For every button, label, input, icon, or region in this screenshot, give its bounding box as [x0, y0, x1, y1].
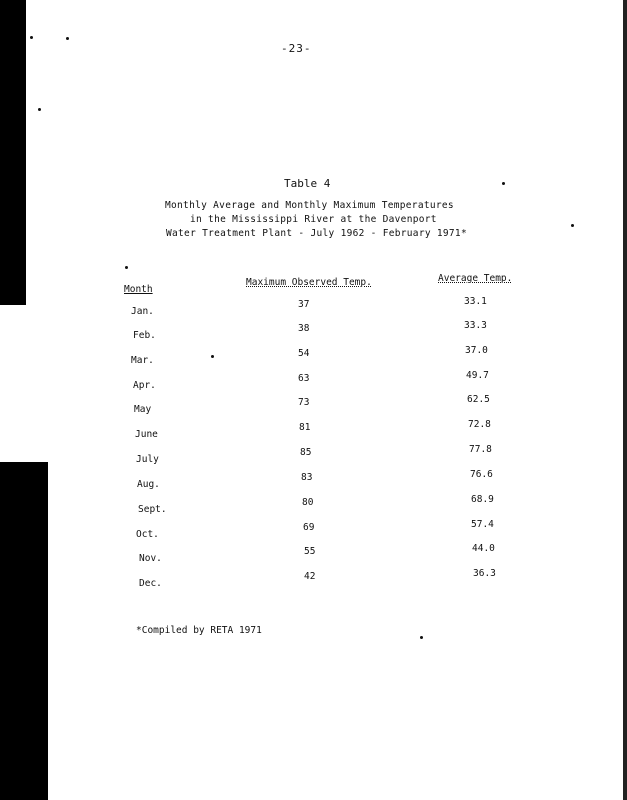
- avg-temp-cell: 36.3: [473, 568, 496, 579]
- avg-temp-cell: 49.7: [466, 370, 489, 381]
- scan-border-right: [623, 0, 627, 800]
- table-title-line: Monthly Average and Monthly Maximum Temperatures: [165, 200, 454, 211]
- scan-speck: [66, 37, 69, 40]
- month-cell: July: [136, 454, 159, 465]
- scan-speck: [211, 355, 214, 358]
- column-header-month: Month: [124, 284, 153, 295]
- month-cell: Dec.: [139, 578, 162, 589]
- scan-speck: [38, 108, 41, 111]
- column-header-max-temp: Maximum Observed Temp.: [246, 277, 372, 288]
- max-temp-cell: 85: [300, 447, 312, 458]
- month-cell: Oct.: [136, 529, 159, 540]
- table-title-line: Water Treatment Plant - July 1962 - February 1971*: [166, 228, 467, 239]
- avg-temp-cell: 62.5: [467, 394, 490, 405]
- max-temp-cell: 73: [298, 397, 310, 408]
- avg-temp-cell: 33.1: [464, 296, 487, 307]
- avg-temp-cell: 77.8: [469, 444, 492, 455]
- max-temp-cell: 83: [301, 472, 313, 483]
- max-temp-cell: 55: [304, 546, 316, 557]
- table-label: Table 4: [284, 177, 331, 190]
- month-cell: Jan.: [131, 306, 154, 317]
- month-cell: Aug.: [137, 479, 160, 490]
- max-temp-cell: 69: [303, 522, 315, 533]
- scan-speck: [571, 224, 574, 227]
- max-temp-cell: 81: [299, 422, 311, 433]
- max-temp-cell: 54: [298, 348, 310, 359]
- avg-temp-cell: 76.6: [470, 469, 493, 480]
- avg-temp-cell: 33.3: [464, 320, 487, 331]
- scan-border-bottom-left: [0, 462, 48, 800]
- month-cell: June: [135, 429, 158, 440]
- avg-temp-cell: 44.0: [472, 543, 495, 554]
- max-temp-cell: 38: [298, 323, 310, 334]
- avg-temp-cell: 72.8: [468, 419, 491, 430]
- max-temp-cell: 63: [298, 373, 310, 384]
- avg-temp-cell: 37.0: [465, 345, 488, 356]
- month-cell: Apr.: [133, 380, 156, 391]
- footnote: *Compiled by RETA 1971: [136, 625, 262, 636]
- max-temp-cell: 37: [298, 299, 310, 310]
- avg-temp-cell: 68.9: [471, 494, 494, 505]
- month-cell: Mar.: [131, 355, 154, 366]
- avg-temp-cell: 57.4: [471, 519, 494, 530]
- column-header-avg-temp: Average Temp.: [438, 273, 513, 284]
- scan-speck: [502, 182, 505, 185]
- month-cell: Nov.: [139, 553, 162, 564]
- scan-speck: [420, 636, 423, 639]
- table-title-line: in the Mississippi River at the Davenport: [190, 214, 437, 225]
- month-cell: Feb.: [133, 330, 156, 341]
- max-temp-cell: 80: [302, 497, 314, 508]
- scan-border-top-left: [0, 0, 26, 305]
- max-temp-cell: 42: [304, 571, 316, 582]
- month-cell: May: [134, 404, 152, 415]
- month-cell: Sept.: [138, 504, 167, 515]
- page-number: -23-: [281, 42, 312, 55]
- scan-speck: [125, 266, 128, 269]
- scan-speck: [30, 36, 33, 39]
